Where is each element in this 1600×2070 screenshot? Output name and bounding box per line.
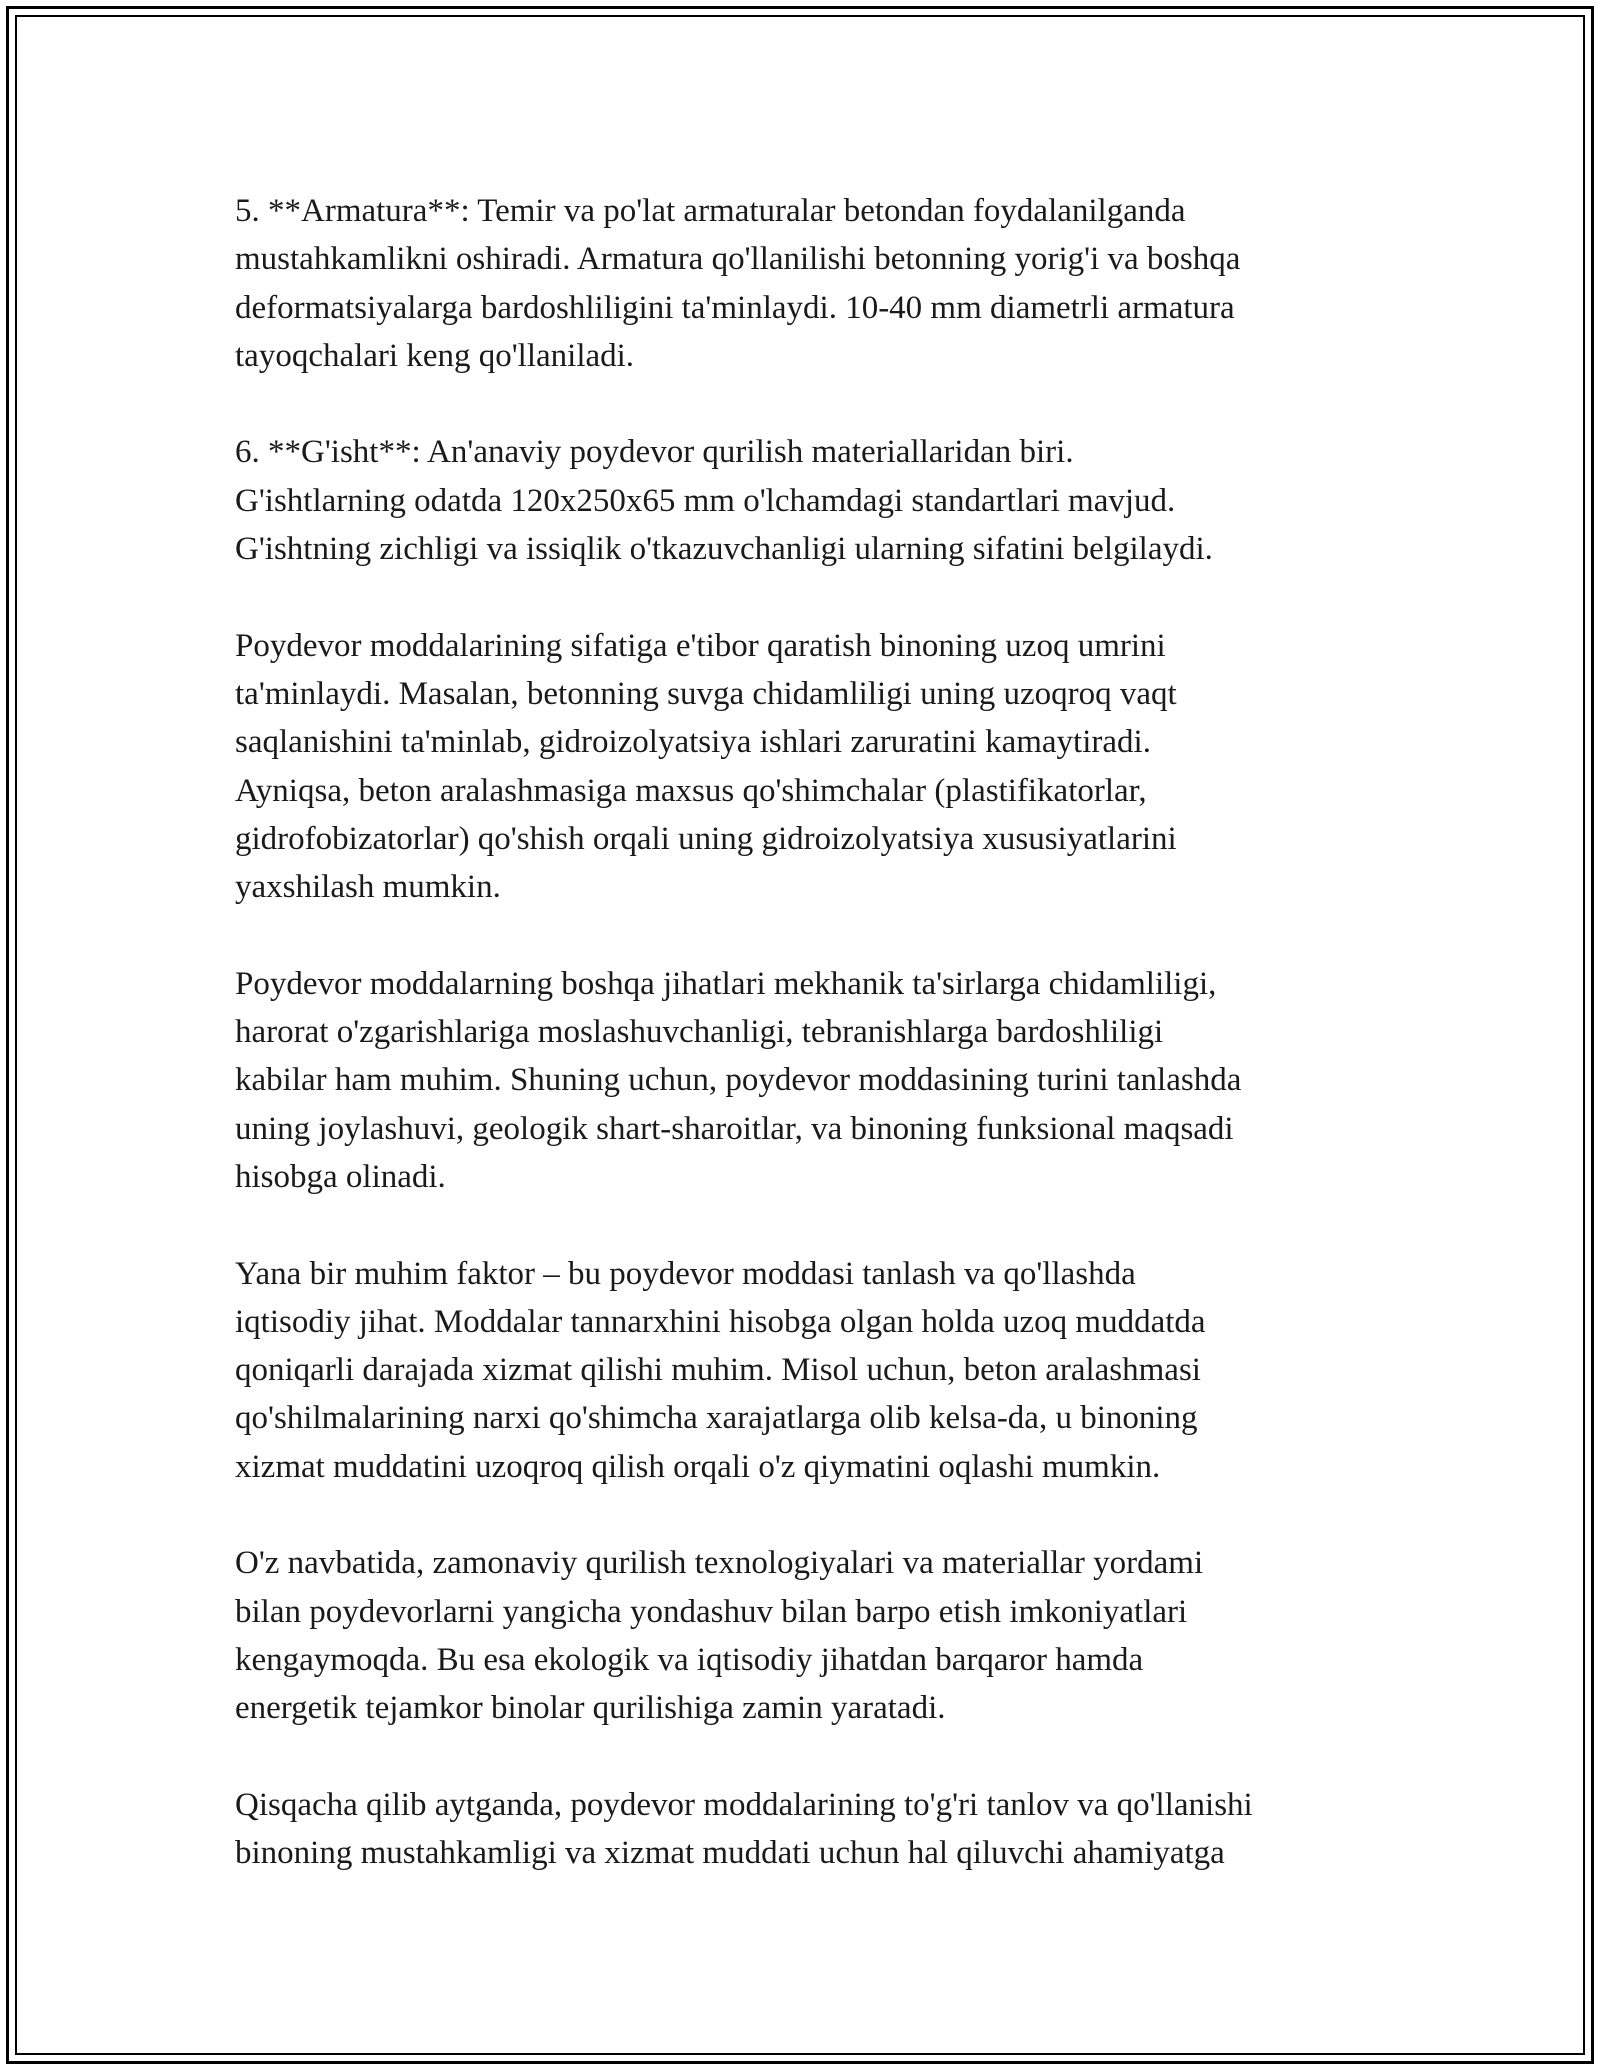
text-line: energetik tejamkor binolar qurilishiga zamin yaratadi. xyxy=(235,1690,946,1727)
text-line: saqlanishini ta'minlab, gidroizolyatsiya ishlari zaruratini kamaytiradi. xyxy=(235,724,1151,761)
text-line: Qisqacha qilib aytganda, poydevor moddalarining to'g'ri tanlov va qo'llanishi xyxy=(235,1786,1253,1823)
text-line: G'ishtning zichligi va issiqlik o'tkazuvchanligi ularning sifatini belgilaydi. xyxy=(235,531,1213,568)
text-line: deformatsiyalarga bardoshliligini ta'minlaydi. 10-40 mm diametrli armatura xyxy=(235,289,1235,326)
paragraph-texnologiyalar xyxy=(235,1539,1395,1732)
paragraph-armatura xyxy=(235,187,1395,380)
document-body xyxy=(235,187,1395,1926)
text-line: hisobga olinadi. xyxy=(235,1158,446,1195)
text-line: Yana bir muhim faktor – bu poydevor moddasi tanlash va qo'llashda xyxy=(235,1255,1136,1292)
text-line: bilan poydevorlarni yangicha yondashuv bilan barpo etish imkoniyatlari xyxy=(235,1593,1188,1630)
text-line: binoning mustahkamligi va xizmat muddati uchun hal qiluvchi ahamiyatga xyxy=(235,1835,1225,1872)
text-line: 5. **Armatura**: Temir va po'lat armaturalar betondan foydalanilganda xyxy=(235,193,1186,229)
text-line: uning joylashuvi, geologik shart-sharoitlar, va binoning funksional maqsadi xyxy=(235,1110,1234,1147)
paragraph-xulosa xyxy=(235,1781,1395,1878)
text-line: Poydevor moddalarning boshqa jihatlari mekhanik ta'sirlarga chidamliligi, xyxy=(235,965,1217,1002)
text-line: 6. **G'isht**: An'anaviy poydevor qurilish materiallaridan biri. xyxy=(235,434,1074,471)
text-line: ta'minlaydi. Masalan, betonning suvga chidamliligi uning uzoqroq vaqt xyxy=(235,675,1177,712)
paragraph-jihatlar xyxy=(235,960,1395,1201)
text-line: mustahkamlikni oshiradi. Armatura qo'llanilishi betonning yorig'i va boshqa xyxy=(235,241,1241,278)
text-line: qo'shilmalarining narxi qo'shimcha xarajatlarga olib kelsa-da, u binoning xyxy=(235,1400,1198,1437)
text-line: kabilar ham muhim. Shuning uchun, poydevor moddasining turini tanlashda xyxy=(235,1062,1242,1099)
text-line: Ayniqsa, beton aralashmasiga maxsus qo'shimchalar (plastifikatorlar, xyxy=(235,772,1147,809)
text-line: Poydevor moddalarining sifatiga e'tibor qaratish binoning uzoq umrini xyxy=(235,627,1166,664)
text-line: O'z navbatida, zamonaviy qurilish texnologiyalari va materiallar yordami xyxy=(235,1545,1204,1582)
text-line: iqtisodiy jihat. Moddalar tannarxhini hisobga olgan holda uzoq muddatda xyxy=(235,1303,1206,1340)
text-line: xizmat muddatini uzoqroq qilish orqali o'z qiymatini oqlashi mumkin. xyxy=(235,1448,1161,1485)
paragraph-gisht xyxy=(235,428,1395,573)
text-line: G'ishtlarning odatda 120x250x65 mm o'lchamdagi standartlari mavjud. xyxy=(235,482,1176,519)
text-line: yaxshilash mumkin. xyxy=(235,869,501,906)
text-line: tayoqchalari keng qo'llaniladi. xyxy=(235,337,635,374)
text-line: gidrofobizatorlar) qo'shish orqali uning gidroizolyatsiya xususiyatlarini xyxy=(235,820,1177,857)
paragraph-iqtisodiy xyxy=(235,1250,1395,1491)
text-line: harorat o'zgarishlariga moslashuvchanligi, tebranishlarga bardoshliligi xyxy=(235,1014,1164,1051)
text-line: kengaymoqda. Bu esa ekologik va iqtisodiy jihatdan barqaror hamda xyxy=(235,1641,1144,1678)
paragraph-sifat xyxy=(235,622,1395,912)
text-line: qoniqarli darajada xizmat qilishi muhim. Misol uchun, beton aralashmasi xyxy=(235,1352,1201,1389)
